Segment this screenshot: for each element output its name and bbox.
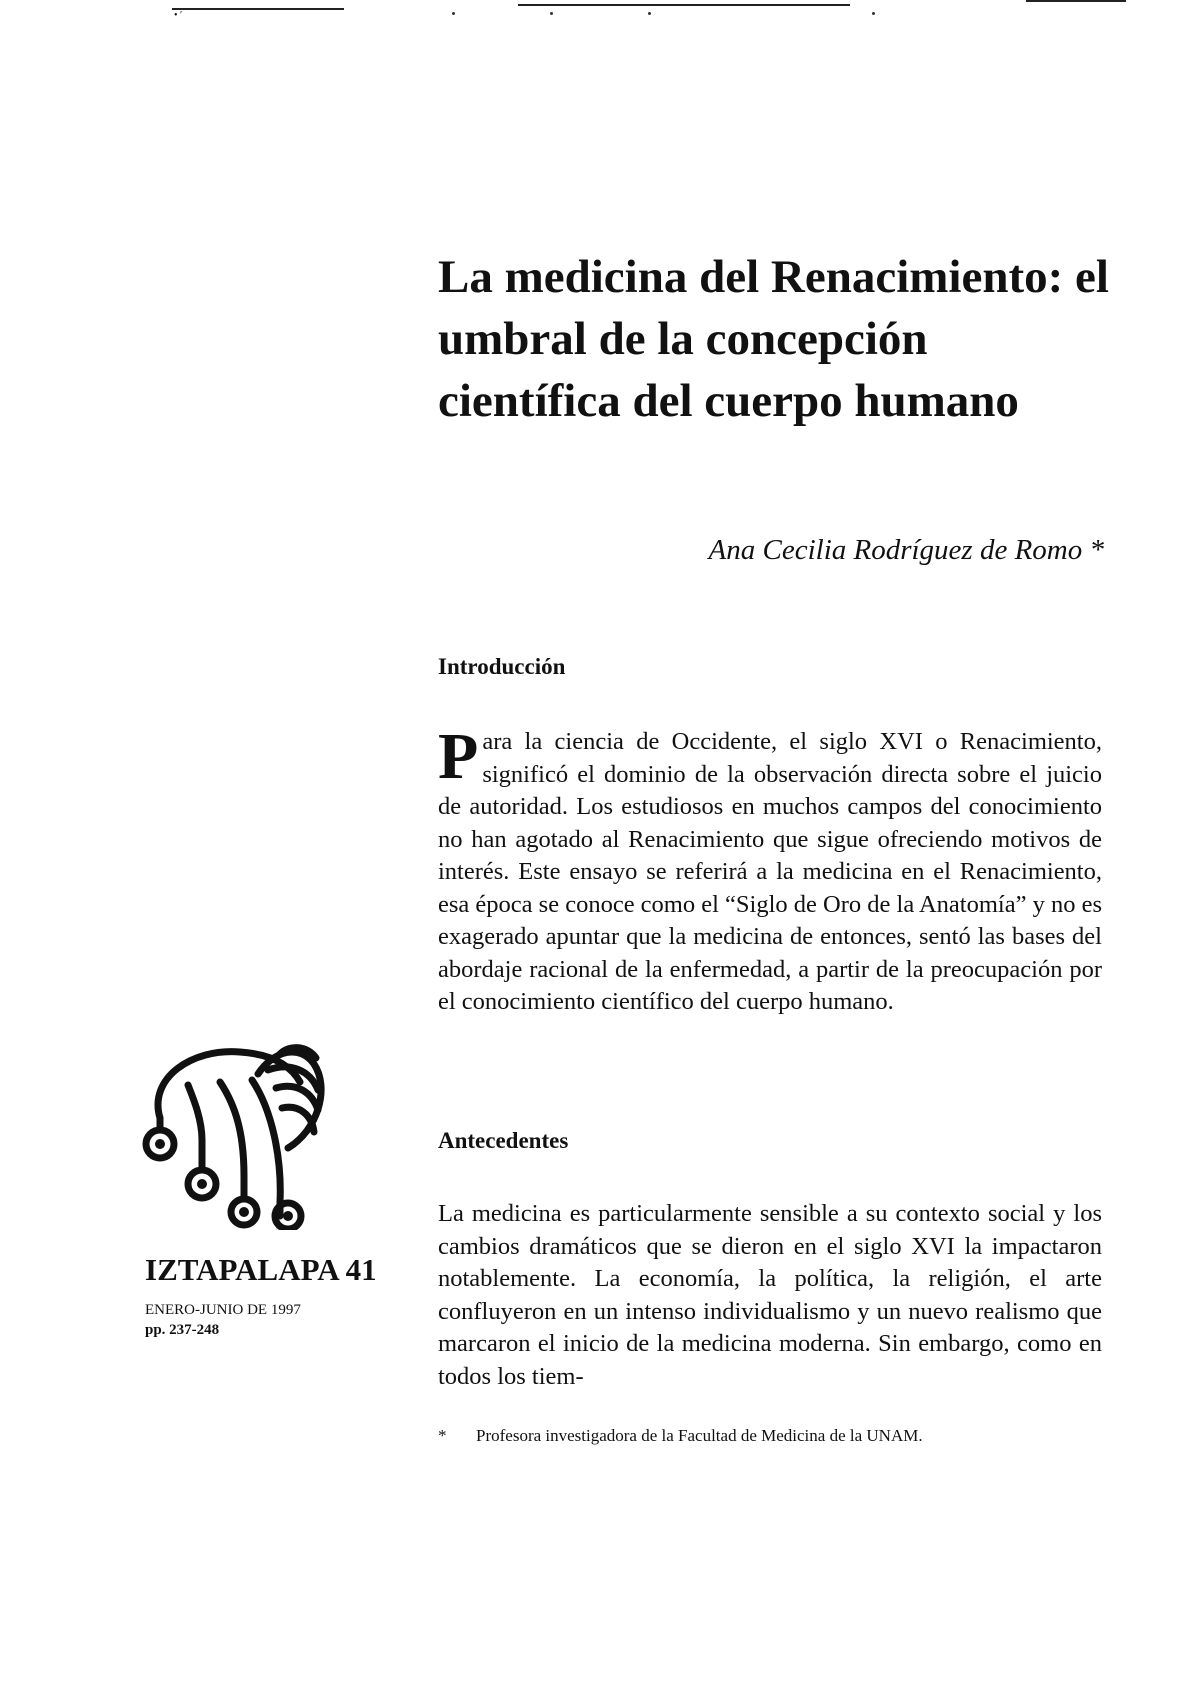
corner-mark: • ′ (174, 10, 183, 21)
iztapalapa-glyph-icon (140, 1030, 370, 1230)
top-rule-center (518, 4, 850, 6)
scan-speck (872, 12, 875, 15)
journal-pages: pp. 237-248 (145, 1322, 220, 1338)
journal-name: IZTAPALAPA 41 (145, 1252, 377, 1287)
scan-speck (550, 12, 553, 15)
top-rule-right (1026, 0, 1126, 2)
article-title: La medicina del Renacimiento: el umbral de la concepción científica del cuerpo humano (438, 251, 1109, 427)
footnote-marker: * (438, 1426, 447, 1445)
drop-cap: P (438, 720, 479, 793)
article-author: Ana Cecilia Rodríguez de Romo * (708, 534, 1104, 566)
scan-speck (648, 12, 651, 15)
section-heading-antecedentes: Antecedentes (438, 1128, 569, 1153)
footnote-text: Profesora investigadora de la Facultad de Medicina de la UNAM. (476, 1426, 923, 1445)
paragraph-text: ara la ciencia de Occidente, el siglo XVI o Renacimiento, significó el dominio de la observación directa sobre el juicio de autoridad. Los estudiosos en muchos campos del conocimiento no han agotado al Renacimiento que sigue ofreciendo motivos de interés. Este ensayo se referirá a la medicina en el Renacimiento, esa época se conoce como el “Siglo de Oro de la Anatomía” y no es exagerado apuntar que la medicina de entonces, sentó las bases del abordaje racional de la enfermedad, a partir de la preocupación por el conocimiento científico del cuerpo humano. (438, 728, 1102, 1015)
footnote (438, 1426, 923, 1446)
journal-date: ENERO-JUNIO DE 1997 (145, 1302, 301, 1318)
section-paragraph-antecedentes: La medicina es particularmente sensible a su contexto social y los cambios dramáticos que se dieron en el siglo XVI la impactaron notablemente. La economía, la política, la religión, el arte confluyeron en un intenso individualismo y un nuevo realismo que marcaron el inicio de la medicina moderna. Sin embargo, como en todos los tiem- (438, 1200, 1102, 1390)
top-rule-left (172, 8, 344, 10)
section-paragraph-introduccion (438, 720, 1102, 1019)
scan-speck (452, 12, 455, 15)
section-heading-introduccion: Introducción (438, 654, 566, 679)
